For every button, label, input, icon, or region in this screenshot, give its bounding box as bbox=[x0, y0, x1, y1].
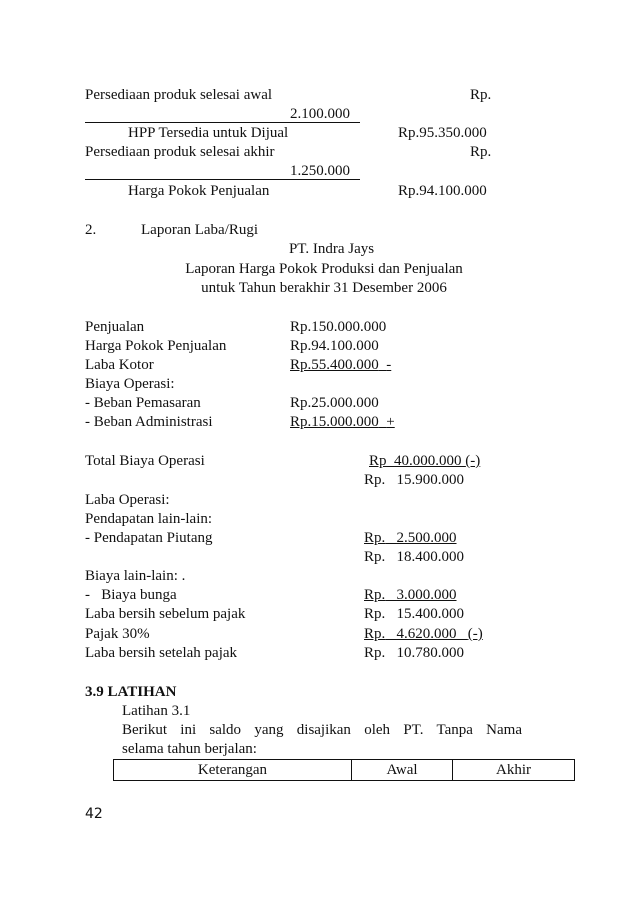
penjualan-label: Penjualan bbox=[85, 319, 145, 335]
laba-sebelum-pajak-value: Rp. 15.400.000 bbox=[364, 606, 465, 622]
pajak-label: Pajak 30% bbox=[85, 626, 150, 642]
pendapatan-piutang-value: Rp. 2.500.000 bbox=[364, 530, 457, 546]
beban-admin-label: - Beban Administrasi bbox=[85, 414, 213, 430]
akhir-value: 1.250.000 bbox=[290, 163, 350, 179]
laba-kotor-label: Laba Kotor bbox=[85, 357, 154, 373]
beban-admin-value: Rp.15.000.000 + bbox=[290, 414, 395, 430]
section-title: Laporan Laba/Rugi bbox=[141, 222, 259, 238]
beban-pemasaran-value: Rp.25.000.000 bbox=[290, 395, 379, 411]
laba-op-value: Rp. 15.900.000 bbox=[364, 472, 465, 488]
table-header-akhir: Akhir bbox=[453, 760, 575, 781]
table-header-row bbox=[114, 760, 575, 781]
table-header-keterangan: Keterangan bbox=[114, 760, 352, 781]
total-biaya-op: (-) bbox=[465, 453, 481, 469]
hpp-tersedia-label: HPP Tersedia untuk Dijual bbox=[128, 125, 289, 141]
biaya-bunga-label: - Biaya bunga bbox=[85, 587, 177, 603]
keterangan-table bbox=[113, 759, 575, 781]
pendapatan-piutang-label: - Pendapatan Piutang bbox=[85, 530, 213, 546]
company-name: PT. Indra Jays bbox=[288, 241, 375, 257]
laba-kotor-op: - bbox=[386, 357, 392, 373]
hpp-value: Rp.94.100.000 bbox=[398, 183, 487, 199]
akhir-rp: Rp. bbox=[470, 144, 492, 160]
table-header-awal: Awal bbox=[352, 760, 453, 781]
awal-label: Persediaan produk selesai awal bbox=[85, 87, 273, 103]
awal-rp: Rp. bbox=[470, 87, 492, 103]
latihan-heading: 3.9 LATIHAN bbox=[85, 684, 177, 700]
report-title: Laporan Harga Pokok Produksi dan Penjualan bbox=[185, 261, 463, 277]
laba-setelah-pajak-label: Laba bersih setelah pajak bbox=[85, 645, 238, 661]
akhir-label: Persediaan produk selesai akhir bbox=[85, 144, 275, 160]
page-number: 42 bbox=[85, 806, 103, 822]
latihan-sub: Latihan 3.1 bbox=[122, 703, 191, 719]
hpp-label: Harga Pokok Penjualan bbox=[128, 183, 270, 199]
biaya-operasi-label: Biaya Operasi: bbox=[85, 376, 175, 392]
laba-operasi-label: Laba Operasi: bbox=[85, 492, 170, 508]
hpp-tersedia-value: Rp.95.350.000 bbox=[398, 125, 487, 141]
laba-setelah-pajak-value: Rp. 10.780.000 bbox=[364, 645, 465, 661]
subtotal-value: Rp. 18.400.000 bbox=[364, 549, 465, 565]
pendapatan-lain-label: Pendapatan lain-lain: bbox=[85, 511, 213, 527]
pajak-value: Rp. 4.620.000 (-) bbox=[364, 626, 483, 642]
beban-pemasaran-label: - Beban Pemasaran bbox=[85, 395, 201, 411]
laba-kotor-value: Rp.55.400.000 - bbox=[290, 357, 392, 373]
section-number: 2. bbox=[85, 222, 97, 238]
total-biaya-value: Rp 40.000.000 (-) bbox=[369, 453, 481, 469]
biaya-lain-label: Biaya lain-lain: . bbox=[85, 568, 186, 584]
awal-value: 2.100.000 bbox=[290, 106, 350, 122]
hpp-row-value: Rp.94.100.000 bbox=[290, 338, 379, 354]
latihan-intro-line1: Berikut ini saldo yang disajikan oleh PT. Tanpa Nama bbox=[122, 722, 522, 738]
biaya-bunga-value: Rp. 3.000.000 bbox=[364, 587, 457, 603]
report-period: untuk Tahun berakhir 31 Desember 2006 bbox=[201, 280, 447, 296]
beban-admin-op: + bbox=[386, 414, 395, 430]
total-biaya-label: Total Biaya Operasi bbox=[85, 453, 205, 469]
pajak-op: (-) bbox=[467, 626, 483, 642]
latihan-intro-line2: selama tahun berjalan: bbox=[122, 741, 257, 757]
hpp-row-label: Harga Pokok Penjualan bbox=[85, 338, 227, 354]
laba-sebelum-pajak-label: Laba bersih sebelum pajak bbox=[85, 606, 246, 622]
penjualan-value: Rp.150.000.000 bbox=[290, 319, 387, 335]
